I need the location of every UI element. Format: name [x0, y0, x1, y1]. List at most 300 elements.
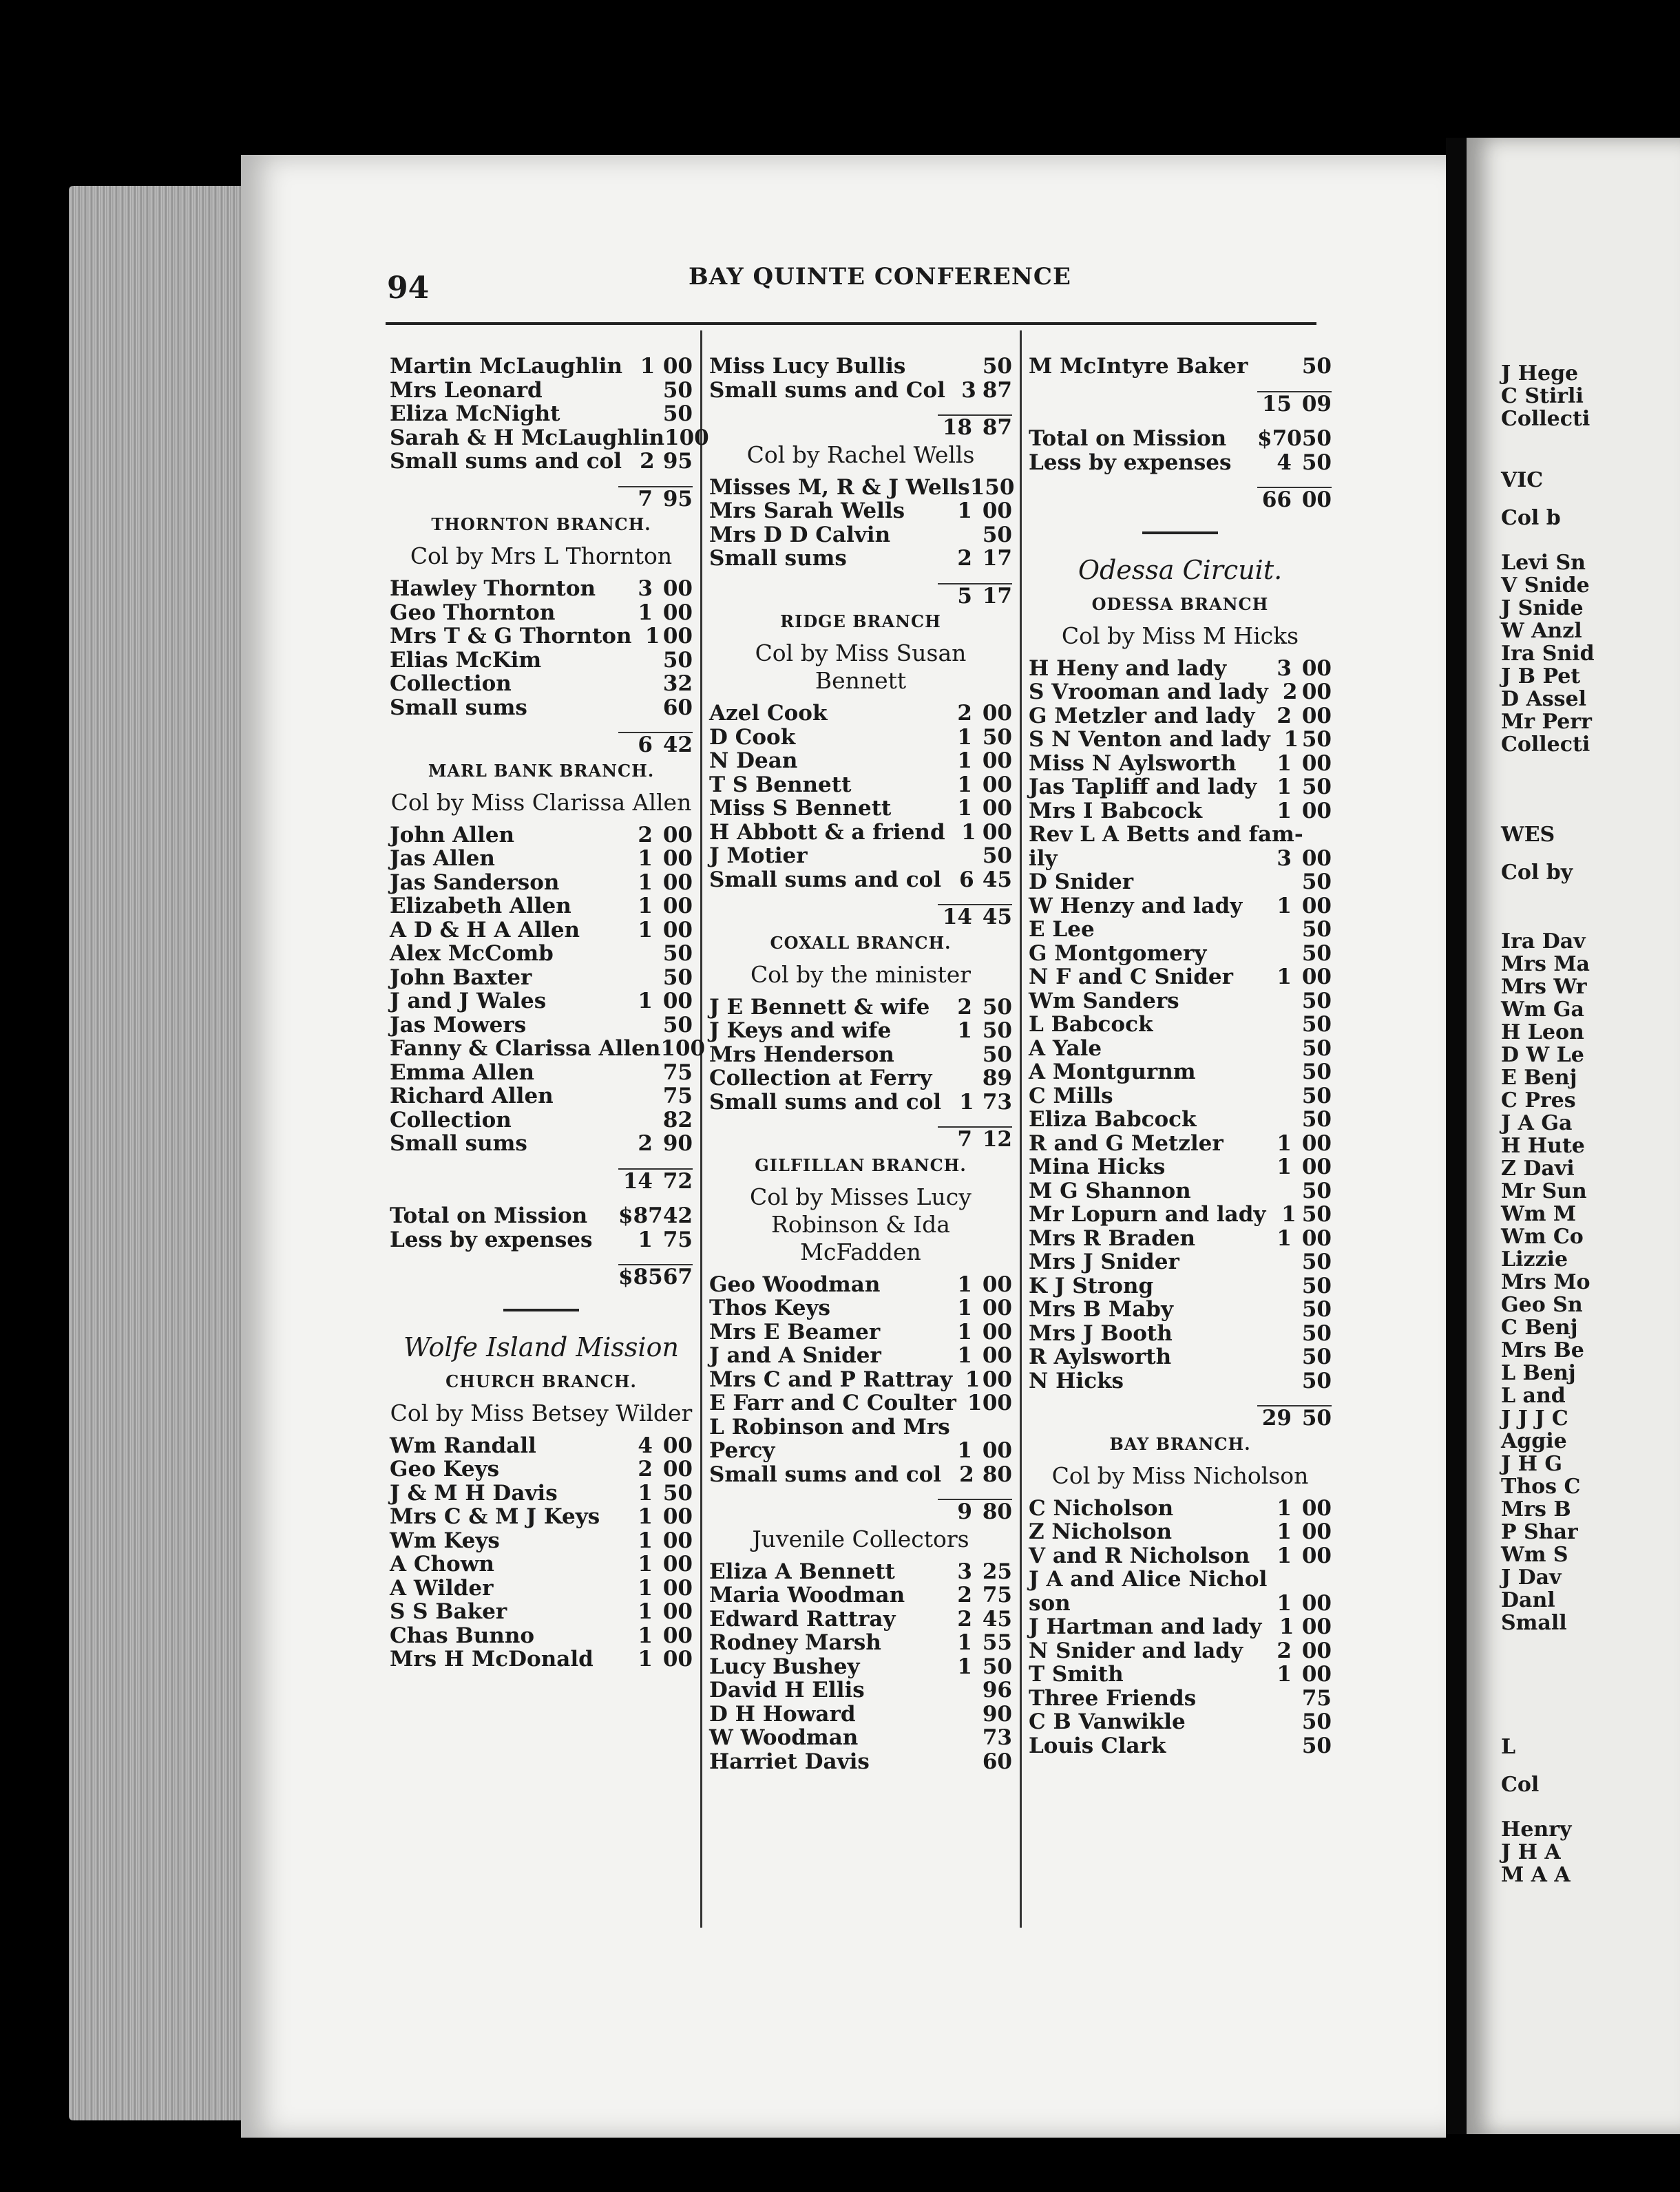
- entry-name: R and G Metzler: [1029, 1130, 1224, 1156]
- entry-name: N Hicks: [1029, 1368, 1124, 1393]
- subtotal-row: [1029, 391, 1332, 415]
- entry-row: [1029, 1369, 1332, 1393]
- entry-name: Mrs H McDonald: [390, 1647, 594, 1672]
- spacer: [1029, 379, 1332, 391]
- entry-name: Small sums: [709, 546, 847, 571]
- entry-cents: 50: [1301, 1250, 1332, 1274]
- entry-row: [390, 1013, 693, 1037]
- entry-row: [390, 577, 693, 601]
- entry-name: Small sums and col: [709, 1462, 942, 1487]
- entry-row: [1029, 894, 1332, 918]
- entry-dollars: [1257, 1710, 1292, 1734]
- entry-cents: 00: [1301, 1590, 1332, 1616]
- collector-line: Col by Miss Susan Bennett: [755, 640, 967, 694]
- entry-cents: 50: [982, 994, 1012, 1020]
- entry-dollars: 1: [957, 1018, 972, 1043]
- entry-cents: 00: [1301, 655, 1332, 681]
- entry-row: [709, 379, 1012, 403]
- entry-cents: [1316, 823, 1332, 847]
- entry-name: Small sums and col: [709, 1089, 942, 1115]
- entry-dollars: 1: [957, 796, 972, 821]
- entry-cents: 50: [1301, 1273, 1332, 1298]
- entry-name: D H Howard: [709, 1701, 856, 1727]
- entry-name: Mrs C and P Rattray: [709, 1367, 953, 1392]
- entry-name: V and R Nicholson: [1029, 1543, 1250, 1568]
- entry-cents: 00: [1301, 1662, 1332, 1687]
- entry-dollars: [1257, 1108, 1292, 1132]
- facing-page-line: Collecti: [1501, 407, 1590, 431]
- entry-name: Hawley Thornton: [390, 576, 596, 601]
- entry-name: N Snider and lady: [1029, 1638, 1243, 1663]
- entry-row: [1029, 1710, 1332, 1734]
- entry-dollars: [1257, 870, 1292, 894]
- entry-dollars: [938, 1043, 972, 1067]
- entry-row: [1029, 657, 1332, 681]
- entry-cents: 50: [1301, 354, 1332, 379]
- entry-cents: 82: [662, 1107, 693, 1132]
- facing-page-line: Z Davi: [1501, 1157, 1575, 1181]
- entry-dollars: 29: [1257, 1405, 1292, 1429]
- entry-dollars: 2: [638, 1131, 653, 1156]
- entry-dollars: 2: [638, 1457, 653, 1482]
- entry-cents: 50: [662, 1480, 693, 1506]
- entry-dollars: 3: [961, 377, 976, 403]
- facing-page-line: C Benj: [1501, 1316, 1578, 1340]
- entry-row: [1029, 1227, 1332, 1251]
- entry-name: [1029, 487, 1257, 511]
- subtotal-row: [709, 1126, 1012, 1150]
- entry-row: [709, 844, 1012, 868]
- entry-dollars: 1: [1277, 893, 1292, 918]
- entry-name: L Babcock: [1029, 1012, 1153, 1037]
- entry-name: Emma Allen: [390, 1060, 534, 1085]
- entry-row: [1029, 1155, 1332, 1179]
- book-gutter: [1446, 138, 1467, 2134]
- entry-dollars: [618, 1013, 653, 1037]
- entry-name: Mrs T & G Thornton: [390, 624, 632, 649]
- entry-row: [709, 1368, 1012, 1392]
- entry-row: [390, 601, 693, 625]
- entry-cents: 50: [1301, 1060, 1332, 1084]
- facing-page-line: Small: [1501, 1611, 1567, 1635]
- branch-heading: BAY BRANCH.: [1109, 1433, 1251, 1454]
- entry-cents: 50: [1301, 727, 1332, 752]
- facing-page-line: Mrs Ma: [1501, 952, 1590, 976]
- entry-row: [709, 1678, 1012, 1703]
- entry-name: E Farr and C Coulter: [709, 1391, 956, 1415]
- entry-dollars: 1: [1277, 1225, 1292, 1251]
- entry-row: [1029, 752, 1332, 776]
- entry-dollars: 7: [618, 486, 653, 510]
- entry-cents: 42: [653, 732, 693, 756]
- entry-dollars: 1: [961, 819, 976, 845]
- entry-cents: 80: [972, 1499, 1012, 1523]
- entry-row: [390, 989, 693, 1013]
- entry-name: Mrs Leonard: [390, 377, 543, 403]
- entry-name: M McIntyre Baker: [1029, 354, 1248, 379]
- entry-name: Small sums and col: [709, 867, 942, 892]
- entry-cents: [1297, 1568, 1332, 1592]
- branch-heading: RIDGE BRANCH: [780, 611, 941, 631]
- branch-heading: MARL BANK BRANCH.: [428, 760, 655, 781]
- entry-cents: 50: [982, 1654, 1012, 1679]
- entry-row: [390, 1036, 706, 1061]
- entry-name: [709, 583, 938, 607]
- entry-name: Miss Lucy Bullis: [709, 354, 906, 379]
- entry-dollars: 1: [957, 1438, 972, 1463]
- facing-page-line: L Benj: [1501, 1361, 1576, 1385]
- entry-name: C Mills: [1029, 1083, 1113, 1108]
- header-rule: [386, 322, 1316, 325]
- facing-page-line: Mrs Wr: [1501, 975, 1587, 999]
- collector-line: Col by the minister: [750, 960, 972, 988]
- entry-cents: 72: [653, 1168, 693, 1192]
- entry-dollars: [1257, 1084, 1292, 1108]
- section-rule: [503, 1309, 579, 1311]
- entry-dollars: 1: [638, 1480, 653, 1506]
- entry-name: Three Friends: [1029, 1685, 1197, 1711]
- facing-page-line: Danl: [1501, 1588, 1555, 1612]
- entry-dollars: 2: [640, 449, 655, 474]
- entry-row: [390, 379, 693, 403]
- entry-row: [709, 355, 1012, 379]
- column-1: [390, 354, 709, 1672]
- entry-name: Small sums: [390, 695, 527, 720]
- entry-name: N Dean: [709, 748, 798, 773]
- entry-dollars: [938, 355, 972, 379]
- facing-page-line: C Pres: [1501, 1088, 1576, 1113]
- entry-row: [1029, 1345, 1332, 1369]
- entry-dollars: 1: [957, 498, 972, 523]
- entry-dollars: 2: [1277, 1638, 1292, 1663]
- entry-dollars: 1: [1277, 1519, 1292, 1544]
- entry-row: [709, 821, 1012, 845]
- entry-name: Miss S Bennett: [709, 796, 892, 821]
- entry-name: [1029, 1405, 1257, 1429]
- facing-page-line: Collecti: [1501, 733, 1590, 757]
- entry-cents: 50: [1301, 1297, 1332, 1322]
- entry-cents: 75: [662, 1060, 693, 1085]
- entry-cents: 00: [662, 1457, 693, 1482]
- entry-name: Fanny & Clarissa Allen: [390, 1036, 661, 1061]
- entry-row: [1029, 427, 1332, 451]
- entry-name: Jas Tapliff and lady: [1029, 774, 1257, 799]
- entry-cents: 00: [1301, 1543, 1332, 1568]
- entry-cents: [979, 1415, 1013, 1440]
- entry-row: [390, 1577, 693, 1601]
- entry-name: ily: [1029, 845, 1058, 871]
- entry-cents: 45: [982, 867, 1012, 892]
- entry-row: [390, 847, 693, 871]
- entry-dollars: 1: [1279, 1614, 1294, 1639]
- entry-name: Azel Cook: [709, 701, 828, 726]
- entry-row: [709, 1583, 1012, 1608]
- entry-dollars: 4: [638, 1433, 653, 1458]
- entry-name: Total on Mission: [390, 1203, 588, 1228]
- entry-row: [1029, 775, 1332, 799]
- entry-cents: 00: [662, 870, 693, 895]
- entry-dollars: 1: [638, 1623, 653, 1648]
- entry-cents: 50: [1301, 450, 1332, 475]
- entry-cents: 00: [662, 600, 693, 625]
- entry-row: [1029, 1037, 1332, 1061]
- entry-name: Wm Randall: [390, 1433, 536, 1458]
- entry-name: Misses M, R & J Wells: [709, 474, 970, 500]
- subtotal-row: [390, 1264, 693, 1288]
- entry-cents: 50: [982, 354, 1012, 379]
- facing-page-line: M A A: [1501, 1863, 1571, 1887]
- entry-row: [709, 1608, 1012, 1632]
- entry-dollars: 3: [1277, 655, 1292, 681]
- facing-page-line: Col by: [1501, 861, 1573, 885]
- entry-row: [709, 1560, 1012, 1584]
- entry-row: [1029, 1108, 1332, 1132]
- spacer: [709, 1114, 1012, 1126]
- facing-page-line: E Benj: [1501, 1066, 1577, 1090]
- entry-cents: 00: [1301, 1519, 1332, 1544]
- entry-row: [1029, 918, 1332, 942]
- entry-dollars: $87: [618, 1203, 663, 1228]
- entry-cents: 00: [662, 576, 693, 601]
- entry-cents: 95: [662, 449, 693, 474]
- entry-cents: 75: [982, 1583, 1012, 1608]
- entry-row: [709, 1655, 1012, 1679]
- entry-name: Sarah & H McLaughlin: [390, 425, 665, 450]
- entry-name: J & M H Davis: [390, 1480, 558, 1506]
- entry-name: Collection at Ferry: [709, 1066, 932, 1090]
- entry-dollars: 1: [957, 772, 972, 797]
- entry-name: Geo Keys: [390, 1457, 500, 1482]
- entry-dollars: 1: [638, 1227, 653, 1252]
- entry-cents: 00: [982, 772, 1012, 797]
- entry-name: H Heny and lady: [1029, 655, 1227, 681]
- entry-dollars: [938, 523, 972, 547]
- entry-name: J and J Wales: [390, 989, 547, 1013]
- spacer: [1029, 414, 1332, 427]
- entry-cents: 90: [662, 1131, 693, 1156]
- page-number: 94: [387, 271, 430, 306]
- entry-dollars: 6: [618, 732, 653, 756]
- facing-page-line: Henry: [1501, 1817, 1572, 1842]
- entry-dollars: 1: [640, 354, 655, 379]
- entry-name: Thos Keys: [709, 1296, 830, 1320]
- entry-cents: 50: [1301, 774, 1332, 799]
- entry-row: [1029, 680, 1332, 704]
- subtotal-row: [390, 732, 693, 756]
- facing-page-line: D W Le: [1501, 1043, 1584, 1067]
- entry-cents: 00: [679, 425, 709, 450]
- entry-name: [390, 1168, 618, 1192]
- entry-name: Mrs E Beamer: [709, 1319, 881, 1345]
- collector-line: Col by Mrs L Thornton: [410, 542, 673, 569]
- entry-name: S Vrooman and lady: [1029, 679, 1268, 704]
- entry-row: [1029, 1568, 1332, 1592]
- entry-dollars: 1: [1283, 727, 1299, 752]
- facing-page-line: J Hege: [1501, 361, 1579, 386]
- entry-cents: 17: [972, 583, 1012, 607]
- entry-name: John Allen: [390, 822, 515, 847]
- entry-name: [390, 486, 618, 510]
- entry-dollars: 1: [660, 1036, 675, 1061]
- column-divider-1: [700, 330, 702, 1928]
- entry-dollars: [1257, 1037, 1292, 1061]
- entry-cents: 00: [982, 819, 1012, 845]
- entry-cents: 00: [1301, 798, 1332, 823]
- entry-cents: 00: [982, 1343, 1012, 1368]
- entry-dollars: $85: [618, 1265, 663, 1289]
- entry-row: [390, 1434, 693, 1458]
- entry-name: T S Bennett: [709, 772, 852, 797]
- entry-dollars: 1: [638, 917, 653, 942]
- entry-name: [1029, 391, 1257, 415]
- facing-page-line: Mr Perr: [1501, 710, 1592, 734]
- circuit-title: Wolfe Island Mission: [403, 1331, 679, 1362]
- facing-page-line: Wm S: [1501, 1543, 1568, 1567]
- entry-cents: 50: [982, 724, 1012, 750]
- facing-page-line: Aggie: [1501, 1429, 1567, 1453]
- entry-row: [1029, 1013, 1332, 1037]
- entry-dollars: 2: [1282, 679, 1298, 704]
- entry-name: Percy: [709, 1438, 775, 1463]
- entry-row: [709, 474, 1015, 500]
- entry-dollars: 1: [969, 474, 985, 500]
- circuit-title: Odessa Circuit.: [1078, 554, 1283, 585]
- facing-page-line: VIC: [1501, 468, 1544, 492]
- facing-page-line: J J J C: [1501, 1406, 1568, 1431]
- entry-name: John Baxter: [390, 965, 532, 990]
- entry-row: [709, 1631, 1012, 1655]
- entry-cents: 00: [1301, 750, 1332, 776]
- entry-dollars: [618, 1084, 653, 1108]
- entry-name: Small sums and Col: [709, 377, 945, 403]
- entry-name: A Yale: [1029, 1035, 1102, 1061]
- entry-cents: 45: [982, 1606, 1012, 1632]
- entry-cents: 73: [982, 1725, 1012, 1750]
- entry-name: Maria Woodman: [709, 1583, 905, 1608]
- entry-row: [709, 1320, 1012, 1345]
- entry-dollars: 1: [957, 1272, 972, 1297]
- entry-dollars: 1: [1277, 965, 1292, 989]
- entry-dollars: [1257, 1013, 1292, 1037]
- entry-dollars: 1: [957, 1630, 972, 1655]
- entry-dollars: [618, 696, 653, 720]
- entry-dollars: 1: [644, 624, 660, 649]
- entry-row: [1029, 1497, 1332, 1521]
- entry-row: [709, 1066, 1012, 1090]
- entry-cents: 00: [662, 1599, 693, 1624]
- entry-name: Rodney Marsh: [709, 1630, 881, 1655]
- entry-row: [1029, 823, 1332, 847]
- entry-row: [709, 702, 1012, 726]
- running-head: BAY QUINTE CONFERENCE: [689, 263, 1071, 291]
- entry-row: [1029, 1203, 1332, 1227]
- entry-name: Elias McKim: [390, 647, 542, 673]
- entry-name: G Montgomery: [1029, 940, 1207, 966]
- entry-cents: 50: [662, 941, 693, 966]
- entry-dollars: 1: [638, 1575, 653, 1601]
- facing-page-line: D Assel: [1501, 687, 1586, 711]
- entry-name: E Lee: [1029, 917, 1095, 942]
- entry-cents: 50: [982, 843, 1012, 868]
- entry-dollars: [1257, 1060, 1292, 1084]
- entry-row: [390, 1061, 693, 1085]
- entry-cents: 00: [1301, 1225, 1332, 1251]
- entry-cents: 00: [662, 1647, 693, 1672]
- entry-dollars: 3: [1277, 845, 1292, 871]
- entry-row: [1029, 1132, 1332, 1156]
- entry-dollars: [618, 379, 653, 403]
- entry-row: [390, 1132, 693, 1156]
- entry-name: G Metzler and lady: [1029, 703, 1255, 728]
- entry-dollars: 1: [965, 1367, 980, 1392]
- entry-dollars: [1257, 1369, 1292, 1393]
- facing-page-line: W Anzl: [1501, 619, 1582, 643]
- entry-name: Mrs J Booth: [1029, 1320, 1173, 1346]
- entry-row: [709, 1726, 1012, 1750]
- entry-cents: 87: [972, 414, 1012, 439]
- entry-name: Jas Allen: [390, 846, 495, 871]
- entry-cents: 00: [675, 1036, 706, 1061]
- entry-row: [709, 726, 1012, 750]
- book-page-edges: [69, 186, 248, 2120]
- entry-dollars: 1: [957, 1296, 972, 1320]
- entry-name: Collection: [390, 671, 512, 696]
- entry-row: [709, 1463, 1012, 1487]
- entry-name: A D & H A Allen: [390, 917, 580, 942]
- entry-row: [709, 797, 1012, 821]
- entry-dollars: [1257, 918, 1292, 942]
- entry-row: [390, 1204, 693, 1228]
- entry-row: [709, 1344, 1012, 1368]
- branch-heading: COXALL BRANCH.: [770, 932, 952, 953]
- entry-dollars: [938, 1750, 972, 1774]
- branch-heading: THORNTON BRANCH.: [431, 514, 651, 534]
- entry-name: Less by expenses: [390, 1227, 593, 1252]
- entry-cents: 09: [1292, 391, 1332, 415]
- entry-name: Geo Woodman: [709, 1272, 881, 1297]
- spacer: [390, 1156, 693, 1168]
- entry-dollars: 1: [638, 600, 653, 625]
- entry-row: [390, 450, 693, 474]
- spacer: [390, 1252, 693, 1264]
- entry-row: [390, 1482, 693, 1506]
- entry-row: [390, 1228, 693, 1252]
- entry-dollars: 1: [1277, 1590, 1292, 1616]
- entry-name: Wm Sanders: [1029, 988, 1179, 1013]
- entry-dollars: 1: [1277, 1130, 1292, 1156]
- entry-cents: 00: [662, 1528, 693, 1553]
- entry-dollars: 1: [957, 748, 972, 773]
- entry-name: son: [1029, 1590, 1071, 1616]
- entry-cents: 50: [1301, 1107, 1332, 1132]
- entry-name: W Woodman: [709, 1725, 859, 1750]
- entry-name: C B Vanwikle: [1029, 1709, 1186, 1734]
- entry-row: [1029, 1544, 1332, 1568]
- entry-name: Small sums: [390, 1131, 527, 1156]
- entry-cents: 89: [982, 1066, 1012, 1090]
- entry-dollars: 1: [638, 894, 653, 918]
- entry-dollars: 2: [957, 546, 972, 571]
- entry-dollars: 1: [638, 1504, 653, 1529]
- facing-page-line: Wm Co: [1501, 1225, 1584, 1249]
- entry-cents: 60: [982, 1749, 1012, 1774]
- entry-cents: 50: [982, 1042, 1012, 1067]
- entry-cents: 00: [662, 917, 693, 942]
- entry-dollars: [1267, 1568, 1296, 1592]
- facing-page-line: J A Ga: [1501, 1111, 1573, 1135]
- entry-dollars: 9: [938, 1499, 972, 1523]
- entry-row: [1029, 1274, 1332, 1298]
